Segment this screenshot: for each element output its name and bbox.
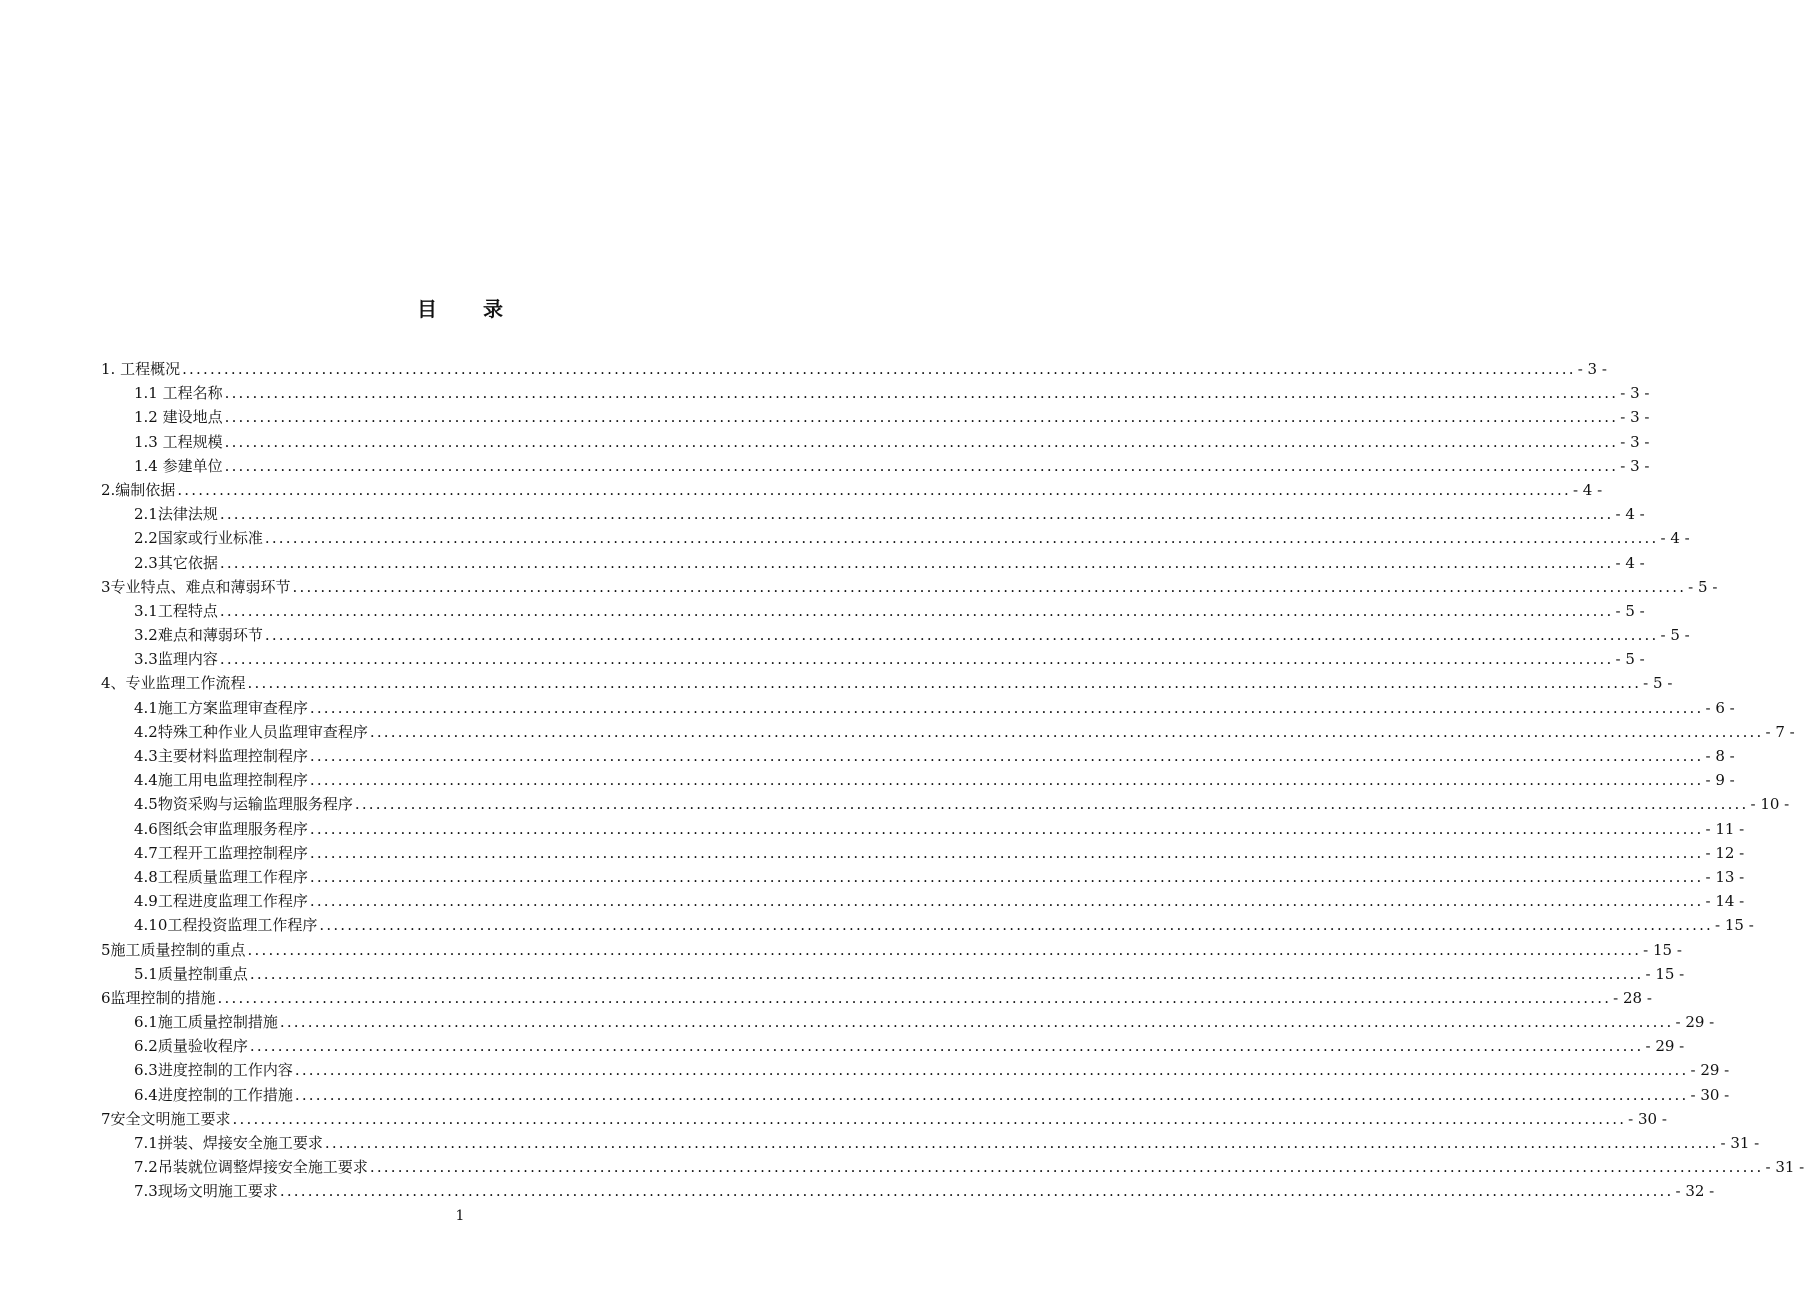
toc-entry-label: 4、专业监理工作流程 <box>101 674 246 693</box>
toc-entry[interactable] <box>101 405 1650 429</box>
toc-entry[interactable] <box>101 1131 1760 1155</box>
toc-leader-dots: ........................................................................................................................................................................................................ <box>309 771 1704 790</box>
toc-entry-label: 1.1 工程名称 <box>134 384 223 403</box>
toc-title <box>0 293 920 322</box>
toc-entry[interactable] <box>101 768 1735 792</box>
toc-leader-dots: ........................................................................................................................................................................................................ <box>369 1158 1764 1177</box>
toc-leader-dots: ........................................................................................................................................................................................................ <box>217 988 1612 1007</box>
toc-entry[interactable] <box>101 575 1718 599</box>
toc-entry-label: 3专业特点、难点和薄弱环节 <box>101 577 291 596</box>
toc-leader-dots: ........................................................................................................................................................................................................ <box>247 940 1642 959</box>
toc-entry[interactable] <box>101 1083 1730 1107</box>
toc-entry-page: - 14 - <box>1705 892 1745 911</box>
toc-entry-page: - 15 - <box>1645 964 1685 983</box>
toc-entry[interactable] <box>101 551 1645 575</box>
toc-entry[interactable] <box>101 1058 1730 1082</box>
toc-entry-page: - 3 - <box>1620 432 1650 451</box>
toc-leader-dots: ........................................................................................................................................................................................................ <box>232 1109 1627 1128</box>
toc-entry-page: - 29 - <box>1690 1061 1730 1080</box>
toc-entry-label: 6.2质量验收程序 <box>134 1037 248 1056</box>
toc-entry-page: - 4 - <box>1615 553 1645 572</box>
toc-entry-page: - 5 - <box>1615 650 1645 669</box>
toc-entry-page: - 9 - <box>1705 771 1735 790</box>
toc-leader-dots: ........................................................................................................................................................................................................ <box>177 480 1571 499</box>
toc-leader-dots: ........................................................................................................................................................................................................ <box>219 601 1614 620</box>
toc-entry-label: 4.1施工方案监理审查程序 <box>134 698 308 717</box>
page-number: 1 <box>455 1208 465 1224</box>
toc-entry-label: 7.3现场文明施工要求 <box>134 1182 278 1201</box>
toc-entry-page: - 29 - <box>1645 1037 1685 1056</box>
toc-entry-label: 5.1质量控制重点 <box>134 964 248 983</box>
toc-entry[interactable] <box>101 502 1645 526</box>
toc-entry-page: - 29 - <box>1675 1013 1715 1032</box>
toc-entry[interactable] <box>101 1010 1715 1034</box>
toc-entry-label: 1.2 建设地点 <box>134 408 223 427</box>
toc-leader-dots: ........................................................................................................................................................................................................ <box>224 432 1619 451</box>
toc-entry-page: - 30 - <box>1690 1085 1730 1104</box>
toc-entry-label: 1.3 工程规模 <box>134 432 223 451</box>
toc-entry[interactable] <box>101 720 1795 744</box>
toc-leader-dots: ........................................................................................................................................................................................................ <box>309 819 1704 838</box>
toc-entry[interactable] <box>101 744 1735 768</box>
toc-entry[interactable] <box>101 889 1745 913</box>
toc-entry-label: 4.10工程投资监理工作程序 <box>134 916 318 935</box>
toc-entry-page: - 10 - <box>1750 795 1790 814</box>
toc-entry-page: - 7 - <box>1765 722 1795 741</box>
toc-entry-page: - 8 - <box>1705 747 1735 765</box>
toc-leader-dots: ........................................................................................................................................................................................................ <box>249 964 1644 983</box>
toc-entry-page: - 3 - <box>1620 408 1650 427</box>
toc-leader-dots: ........................................................................................................................................................................................................ <box>224 408 1619 427</box>
toc-entry[interactable] <box>101 817 1745 841</box>
toc-entry[interactable] <box>101 1155 1804 1179</box>
title-char-1: 目 <box>417 297 437 321</box>
toc-leader-dots: ........................................................................................................................................................................................................ <box>309 698 1704 717</box>
toc-entry-label: 4.8工程质量监理工作程序 <box>134 867 308 886</box>
toc-leader-dots: ........................................................................................................................................................................................................ <box>279 1182 1674 1201</box>
toc-leader-dots: ........................................................................................................................................................................................................ <box>324 1134 1719 1152</box>
toc-entry-page: - 32 - <box>1675 1182 1715 1201</box>
toc-entry-page: - 15 - <box>1715 916 1754 935</box>
toc-leader-dots: ........................................................................................................................................................................................................ <box>309 892 1704 911</box>
toc-entry[interactable] <box>101 478 1603 502</box>
toc-entry-label: 3.3监理内容 <box>134 650 218 669</box>
toc-leader-dots: ........................................................................................................................................................................................................ <box>219 505 1614 524</box>
toc-entry-label: 2.编制依据 <box>101 480 176 499</box>
toc-entry-label: 3.2难点和薄弱环节 <box>134 626 263 645</box>
toc-entry-page: - 5 - <box>1660 626 1690 645</box>
toc-entry[interactable] <box>101 1107 1667 1131</box>
toc-leader-dots: ........................................................................................................................................................................................................ <box>224 456 1619 475</box>
toc-entry-label: 4.6图纸会审监理服务程序 <box>134 819 308 838</box>
toc-entry-label: 4.2特殊工种作业人员监理审查程序 <box>134 722 368 741</box>
table-of-contents <box>101 357 1804 1204</box>
toc-entry[interactable] <box>101 647 1645 671</box>
toc-entry-label: 4.9工程进度监理工作程序 <box>134 892 308 911</box>
toc-entry[interactable] <box>101 430 1650 454</box>
toc-leader-dots: ........................................................................................................................................................................................................ <box>309 747 1704 765</box>
toc-entry-label: 7.2吊装就位调整焊接安全施工要求 <box>134 1158 368 1177</box>
toc-entry-page: - 13 - <box>1705 867 1745 886</box>
toc-entry-page: - 3 - <box>1577 360 1607 378</box>
toc-entry-page: - 4 - <box>1615 505 1645 524</box>
toc-leader-dots: ........................................................................................................................................................................................................ <box>319 916 1714 935</box>
toc-leader-dots: ........................................................................................................................................................................................................ <box>369 722 1764 741</box>
toc-entry[interactable] <box>101 792 1790 816</box>
toc-entry-page: - 6 - <box>1705 698 1735 717</box>
toc-entry-label: 1.4 参建单位 <box>134 456 223 475</box>
toc-entry-label: 6.4进度控制的工作措施 <box>134 1085 293 1104</box>
toc-leader-dots: ........................................................................................................................................................................................................ <box>224 384 1619 403</box>
toc-entry-page: - 12 - <box>1705 843 1745 862</box>
toc-entry-label: 7安全文明施工要求 <box>101 1109 231 1128</box>
toc-entry[interactable] <box>101 671 1673 695</box>
toc-leader-dots: ........................................................................................................................................................................................................ <box>247 674 1642 693</box>
toc-entry[interactable] <box>101 357 1607 381</box>
toc-entry[interactable] <box>101 938 1682 962</box>
toc-entry-page: - 5 - <box>1615 601 1645 620</box>
toc-entry[interactable] <box>101 841 1745 865</box>
toc-entry-label: 5施工质量控制的重点 <box>101 940 246 959</box>
toc-entry-label: 2.1法律法规 <box>134 505 218 524</box>
toc-entry[interactable] <box>101 865 1745 889</box>
toc-leader-dots: ........................................................................................................................................................................................................ <box>249 1037 1644 1056</box>
toc-entry-page: - 15 - <box>1643 940 1682 959</box>
toc-entry-label: 6监理控制的措施 <box>101 988 216 1007</box>
toc-entry-label: 4.3主要材料监理控制程序 <box>134 747 308 765</box>
toc-entry-label: 2.2国家或行业标准 <box>134 529 263 548</box>
toc-entry-page: - 30 - <box>1628 1109 1667 1128</box>
toc-entry-page: - 4 - <box>1660 529 1690 548</box>
toc-entry-page: - 3 - <box>1620 456 1650 475</box>
toc-entry[interactable] <box>101 962 1685 986</box>
toc-entry-page: - 31 - <box>1720 1134 1760 1152</box>
toc-entry-label: 7.1拼装、焊接安全施工要求 <box>134 1134 323 1152</box>
toc-leader-dots: ........................................................................................................................................................................................................ <box>264 529 1659 548</box>
toc-leader-dots: ........................................................................................................................................................................................................ <box>294 1085 1689 1104</box>
toc-entry-label: 6.3进度控制的工作内容 <box>134 1061 293 1080</box>
toc-leader-dots: ........................................................................................................................................................................................................ <box>294 1061 1689 1080</box>
toc-entry-label: 4.7工程开工监理控制程序 <box>134 843 308 862</box>
title-char-2: 录 <box>483 297 503 321</box>
toc-entry-label: 4.5物资采购与运输监理服务程序 <box>134 795 353 814</box>
toc-entry[interactable] <box>101 526 1690 550</box>
toc-leader-dots: ........................................................................................................................................................................................................ <box>182 360 1576 378</box>
toc-entry[interactable] <box>101 696 1735 720</box>
toc-entry[interactable] <box>101 1034 1685 1058</box>
toc-entry-label: 2.3其它依据 <box>134 553 218 572</box>
toc-entry[interactable] <box>101 913 1754 937</box>
toc-entry[interactable] <box>101 1179 1715 1203</box>
toc-entry[interactable] <box>101 454 1650 478</box>
toc-entry-page: - 3 - <box>1620 384 1650 403</box>
toc-entry-label: 6.1施工质量控制措施 <box>134 1013 278 1032</box>
toc-entry[interactable] <box>101 986 1652 1010</box>
toc-leader-dots: ........................................................................................................................................................................................................ <box>219 553 1614 572</box>
toc-entry-page: - 31 - <box>1765 1158 1804 1177</box>
toc-entry-page: - 28 - <box>1613 988 1652 1007</box>
toc-entry-page: - 5 - <box>1643 674 1673 693</box>
toc-entry-label: 1. 工程概况 <box>101 360 181 378</box>
toc-leader-dots: ........................................................................................................................................................................................................ <box>264 626 1659 645</box>
toc-entry-label: 4.4施工用电监理控制程序 <box>134 771 308 790</box>
toc-leader-dots: ........................................................................................................................................................................................................ <box>309 843 1704 862</box>
toc-leader-dots: ........................................................................................................................................................................................................ <box>219 650 1614 669</box>
toc-entry[interactable] <box>101 381 1650 405</box>
toc-leader-dots: ........................................................................................................................................................................................................ <box>309 867 1704 886</box>
toc-entry-label: 3.1工程特点 <box>134 601 218 620</box>
toc-entry-page: - 11 - <box>1705 819 1745 838</box>
toc-leader-dots: ........................................................................................................................................................................................................ <box>354 795 1749 814</box>
toc-entry[interactable] <box>101 623 1690 647</box>
toc-entry[interactable] <box>101 599 1645 623</box>
toc-leader-dots: ........................................................................................................................................................................................................ <box>292 577 1687 596</box>
toc-entry-page: - 5 - <box>1688 577 1718 596</box>
toc-leader-dots: ........................................................................................................................................................................................................ <box>279 1013 1674 1032</box>
toc-entry-page: - 4 - <box>1572 480 1603 499</box>
